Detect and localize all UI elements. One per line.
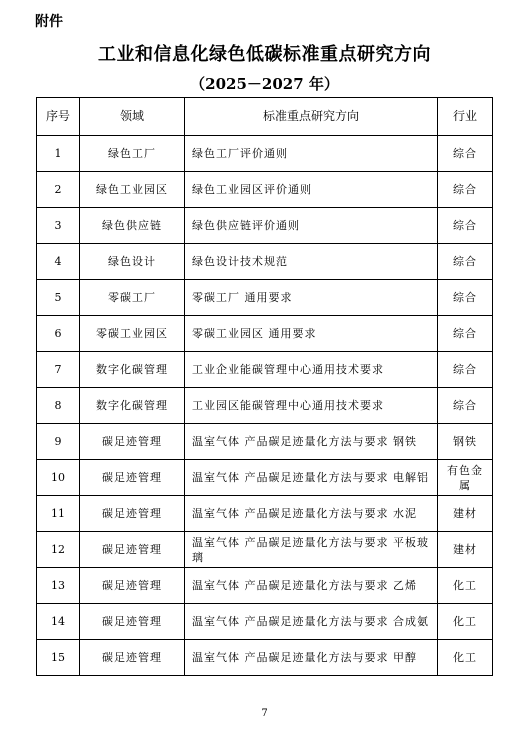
row-field: 数字化碳管理 xyxy=(80,388,185,424)
row-field: 碳足迹管理 xyxy=(80,460,185,496)
row-field: 碳足迹管理 xyxy=(80,496,185,532)
row-industry: 有色金属 xyxy=(438,460,493,496)
row-field: 绿色工业园区 xyxy=(80,172,185,208)
table-row xyxy=(37,352,493,388)
row-field: 零碳工业园区 xyxy=(80,316,185,352)
row-number: 12 xyxy=(37,532,80,568)
row-industry: 化工 xyxy=(438,568,493,604)
table-row xyxy=(37,316,493,352)
row-direction: 温室气体 产品碳足迹量化方法与要求 钢铁 xyxy=(185,424,438,460)
row-number: 5 xyxy=(37,280,80,316)
column-header-direction: 标准重点研究方向 xyxy=(185,98,438,136)
table-row xyxy=(37,496,493,532)
document-subtitle: （2025－2027 年） xyxy=(190,75,339,93)
row-direction: 温室气体 产品碳足迹量化方法与要求 合成氨 xyxy=(185,604,438,640)
row-industry: 综合 xyxy=(438,244,493,280)
table-row xyxy=(37,460,493,496)
table-row xyxy=(37,172,493,208)
table-row xyxy=(37,568,493,604)
row-number: 10 xyxy=(37,460,80,496)
row-direction: 温室气体 产品碳足迹量化方法与要求 甲醇 xyxy=(185,640,438,676)
row-direction: 零碳工业园区 通用要求 xyxy=(185,316,438,352)
table-row xyxy=(37,532,493,568)
row-number: 3 xyxy=(37,208,80,244)
column-header-field: 领域 xyxy=(80,98,185,136)
row-number: 8 xyxy=(37,388,80,424)
row-field: 绿色供应链 xyxy=(80,208,185,244)
row-industry: 综合 xyxy=(438,280,493,316)
row-number: 6 xyxy=(37,316,80,352)
row-direction: 温室气体 产品碳足迹量化方法与要求 乙烯 xyxy=(185,568,438,604)
row-field: 碳足迹管理 xyxy=(80,604,185,640)
table-row xyxy=(37,604,493,640)
column-header-number: 序号 xyxy=(37,98,80,136)
row-direction: 工业园区能碳管理中心通用技术要求 xyxy=(185,388,438,424)
row-industry: 化工 xyxy=(438,640,493,676)
table-row xyxy=(37,208,493,244)
row-number: 4 xyxy=(37,244,80,280)
row-industry: 化工 xyxy=(438,604,493,640)
row-industry: 钢铁 xyxy=(438,424,493,460)
row-field: 零碳工厂 xyxy=(80,280,185,316)
row-direction: 绿色工厂评价通则 xyxy=(185,136,438,172)
row-direction: 绿色设计技术规范 xyxy=(185,244,438,280)
table-row xyxy=(37,388,493,424)
row-industry: 综合 xyxy=(438,388,493,424)
row-number: 9 xyxy=(37,424,80,460)
row-direction: 温室气体 产品碳足迹量化方法与要求 水泥 xyxy=(185,496,438,532)
row-industry: 综合 xyxy=(438,136,493,172)
row-field: 数字化碳管理 xyxy=(80,352,185,388)
attachment-label: 附件 xyxy=(35,14,63,30)
table-row xyxy=(37,424,493,460)
row-direction: 零碳工厂 通用要求 xyxy=(185,280,438,316)
page-number: 7 xyxy=(261,708,268,719)
document-title: 工业和信息化绿色低碳标准重点研究方向 xyxy=(98,44,431,65)
table-row xyxy=(37,136,493,172)
row-field: 绿色设计 xyxy=(80,244,185,280)
row-field: 绿色工厂 xyxy=(80,136,185,172)
row-industry: 建材 xyxy=(438,496,493,532)
row-field: 碳足迹管理 xyxy=(80,532,185,568)
table-header-row xyxy=(37,98,493,136)
column-header-industry: 行业 xyxy=(438,98,493,136)
table-row xyxy=(37,280,493,316)
row-number: 15 xyxy=(37,640,80,676)
row-industry: 综合 xyxy=(438,172,493,208)
row-field: 碳足迹管理 xyxy=(80,424,185,460)
table-row xyxy=(37,244,493,280)
row-number: 7 xyxy=(37,352,80,388)
table-row xyxy=(37,640,493,676)
row-direction: 工业企业能碳管理中心通用技术要求 xyxy=(185,352,438,388)
row-direction: 绿色工业园区评价通则 xyxy=(185,172,438,208)
row-number: 13 xyxy=(37,568,80,604)
row-direction: 绿色供应链评价通则 xyxy=(185,208,438,244)
row-direction: 温室气体 产品碳足迹量化方法与要求 电解铝 xyxy=(185,460,438,496)
row-industry: 建材 xyxy=(438,532,493,568)
row-industry: 综合 xyxy=(438,208,493,244)
row-industry: 综合 xyxy=(438,352,493,388)
standards-table xyxy=(36,97,493,676)
row-number: 14 xyxy=(37,604,80,640)
row-number: 11 xyxy=(37,496,80,532)
row-industry: 综合 xyxy=(438,316,493,352)
row-number: 1 xyxy=(37,136,80,172)
row-number: 2 xyxy=(37,172,80,208)
row-direction: 温室气体 产品碳足迹量化方法与要求 平板玻璃 xyxy=(185,532,438,568)
row-field: 碳足迹管理 xyxy=(80,568,185,604)
row-field: 碳足迹管理 xyxy=(80,640,185,676)
